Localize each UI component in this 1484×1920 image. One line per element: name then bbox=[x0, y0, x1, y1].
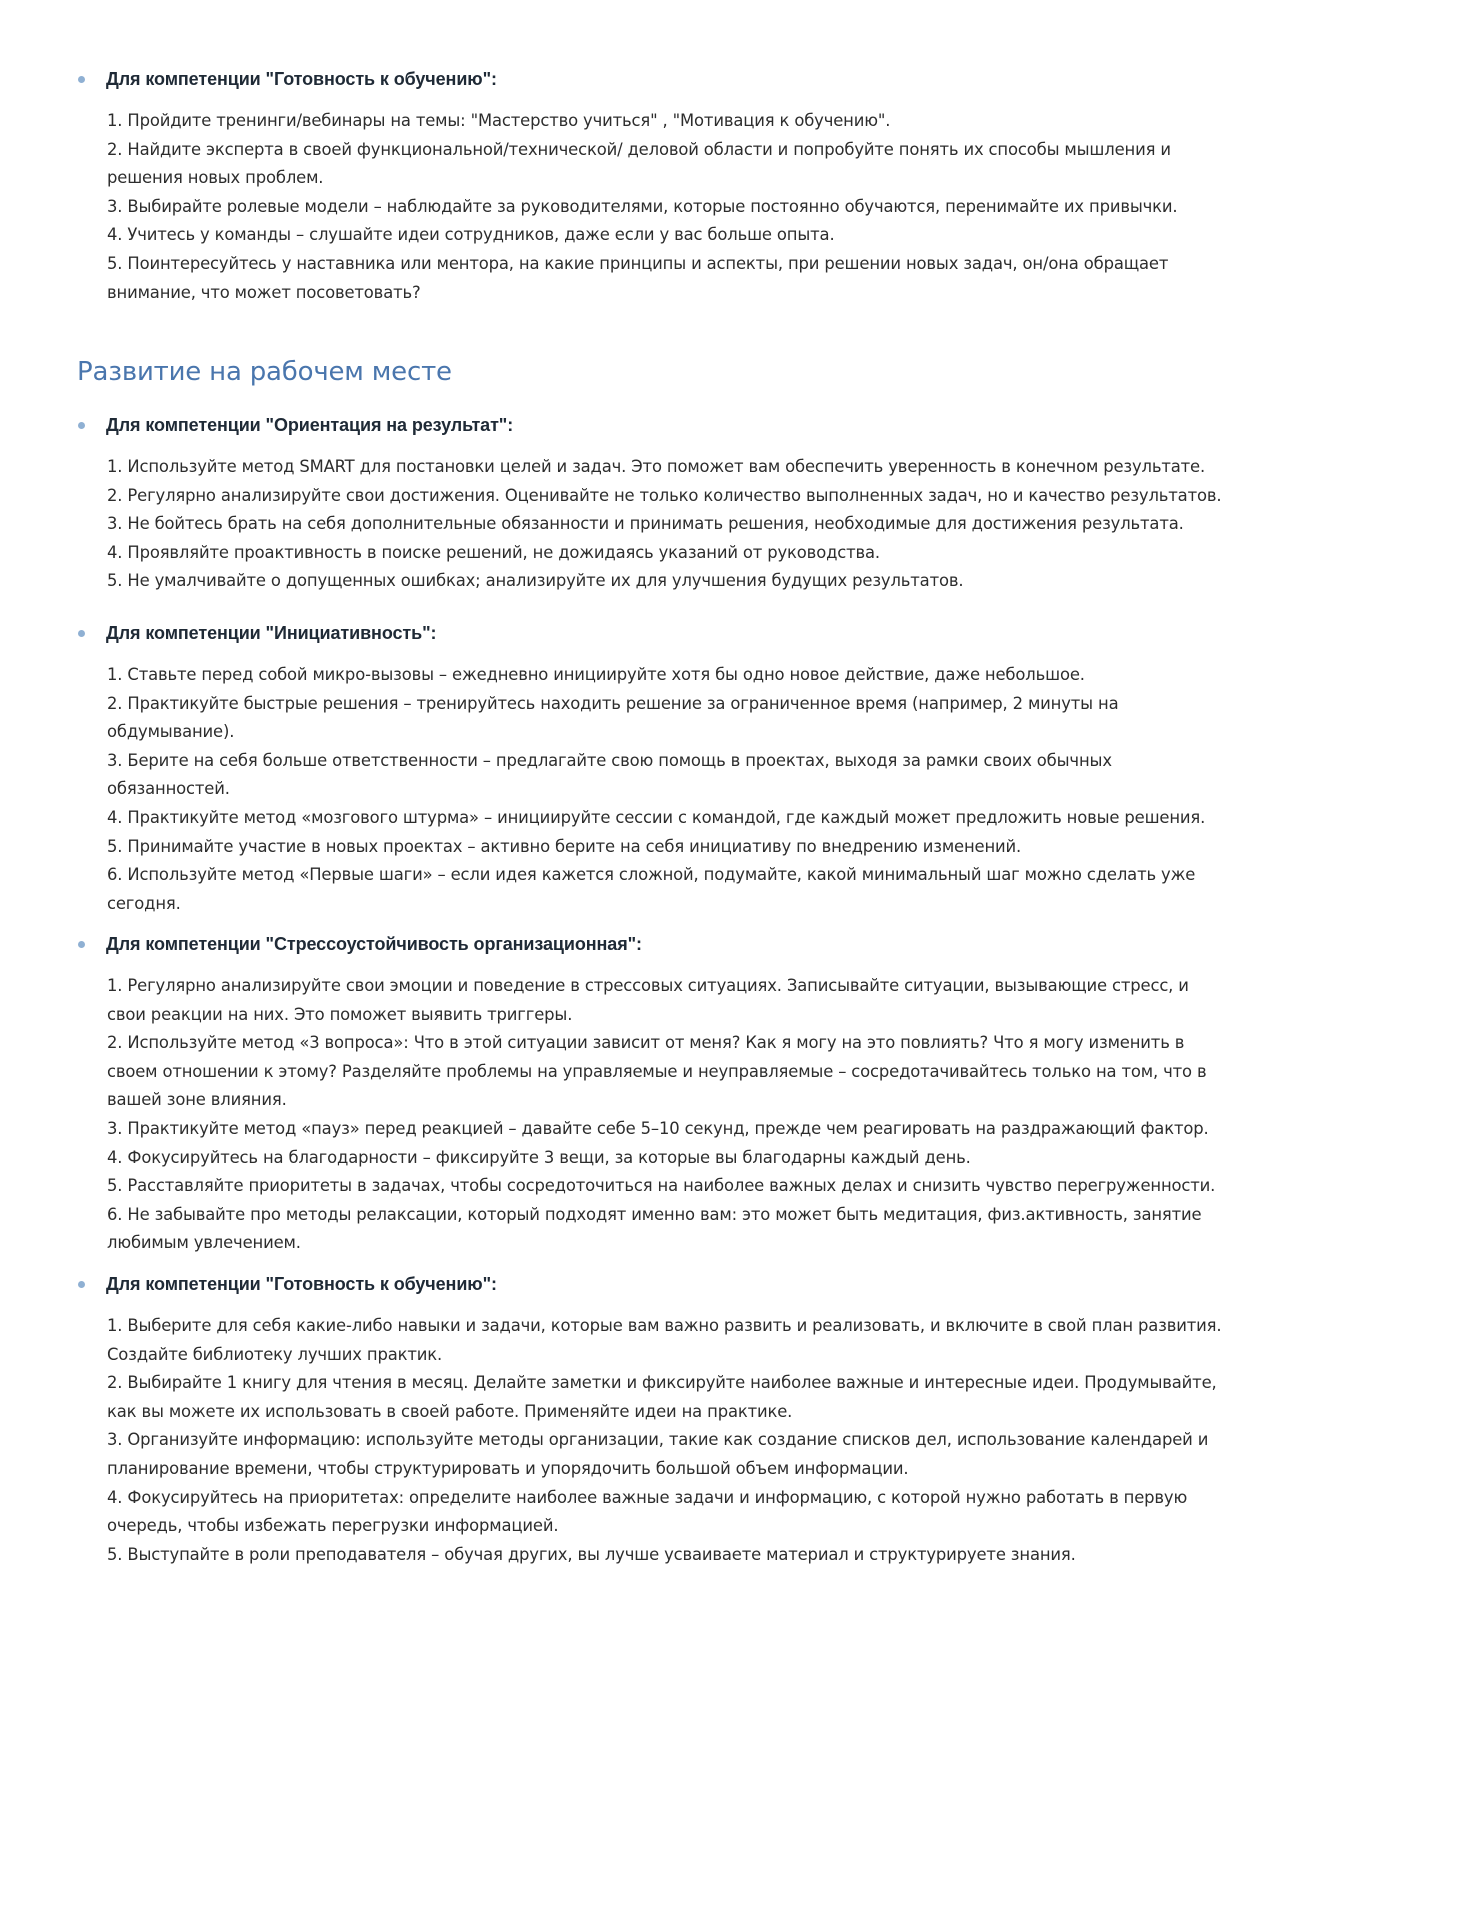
list-item: свои реакции на них. Это поможет выявить триггеры. bbox=[107, 1004, 573, 1024]
list-item: 3. Выбирайте ролевые модели – наблюдайте за руководителями, которые постоянно обучаются, перенимайте их привычки. bbox=[107, 196, 1178, 216]
recommendation-list-learning-2 bbox=[107, 1312, 1347, 1569]
list-item: как вы можете их использовать в своей работе. Применяйте идеи на практике. bbox=[107, 1401, 793, 1421]
competency-title-learning-1: Для компетенции "Готовность к обучению": bbox=[106, 69, 497, 89]
list-item: 1. Используйте метод SMART для постановки целей и задач. Это поможет вам обеспечить уверенность в конечном результате. bbox=[107, 457, 1206, 476]
competency-title-learning-2: Для компетенции "Готовность к обучению": bbox=[106, 1274, 497, 1294]
list-item: вашей зоне влияния. bbox=[107, 1090, 287, 1110]
list-item: 1. Регулярно анализируйте свои эмоции и поведение в стрессовых ситуациях. Записывайте ситуации, вызывающие стресс, и bbox=[107, 976, 1189, 995]
list-item: 3. Организуйте информацию: используйте методы организации, такие как создание списков дел, использование календарей и bbox=[107, 1430, 1209, 1450]
recommendation-list-initiative bbox=[107, 661, 1347, 918]
list-item: 6. Не забывайте про методы релаксации, который подходят именно вам: это может быть медитация, физ.активность, занятие bbox=[107, 1204, 1202, 1224]
list-item: очередь, чтобы избежать перегрузки информацией. bbox=[107, 1516, 559, 1536]
list-item: решения новых проблем. bbox=[107, 168, 324, 188]
list-item: 4. Проявляйте проактивность в поиске решений, не дожидаясь указаний от руководства. bbox=[107, 542, 880, 562]
list-item: 2. Выбирайте 1 книгу для чтения в месяц. Делайте заметки и фиксируйте наиболее важные и интересные идеи. Продумывайте, bbox=[107, 1373, 1217, 1393]
list-item: 3. Не бойтесь брать на себя дополнительные обязанности и принимать решения, необходимые для достижения результата. bbox=[107, 514, 1184, 534]
recommendation-list-result bbox=[107, 453, 1347, 596]
list-item: 1. Ставьте перед собой микро-вызовы – ежедневно инициируйте хотя бы одно новое действие, даже небольшое. bbox=[107, 665, 1085, 684]
list-item: 3. Берите на себя больше ответственности – предлагайте свою помощь в проектах, выходя за рамки своих обычных bbox=[107, 750, 1112, 770]
list-item: 4. Практикуйте метод «мозгового штурма» – инициируйте сессии с командой, где каждый может предложить новые решения. bbox=[107, 807, 1206, 827]
list-item: 4. Фокусируйтесь на благодарности – фиксируйте 3 вещи, за которые вы благодарны каждый день. bbox=[107, 1147, 971, 1167]
competency-title-result: Для компетенции "Ориентация на результат": bbox=[106, 415, 514, 435]
list-item: 1. Выберите для себя какие-либо навыки и задачи, которые вам важно развить и реализовать, и включите в свой план развития. bbox=[107, 1316, 1222, 1335]
list-item: 5. Принимайте участие в новых проектах – активно берите на себя инициативу по внедрению изменений. bbox=[107, 836, 1022, 856]
list-item: 5. Поинтересуйтесь у наставника или ментора, на какие принципы и аспекты, при решении новых задач, он/она обращает bbox=[107, 253, 1169, 273]
list-item: 2. Найдите эксперта в своей функциональной/технической/ деловой области и попробуйте понять их способы мышления и bbox=[107, 139, 1171, 159]
list-item: Создайте библиотеку лучших практик. bbox=[107, 1344, 443, 1364]
bullet-point bbox=[78, 941, 85, 948]
list-item: 5. Расставляйте приоритеты в задачах, чтобы сосредоточиться на наиболее важных делах и снизить чувство перегруженности. bbox=[107, 1176, 1216, 1196]
bullet-point bbox=[78, 422, 85, 429]
section-heading: Развитие на рабочем месте bbox=[77, 357, 452, 387]
list-item: обязанностей. bbox=[107, 779, 230, 799]
list-item: 1. Пройдите тренинги/вебинары на темы: "Мастерство учиться" , "Мотивация к обучению". bbox=[107, 111, 891, 130]
list-item: 5. Выступайте в роли преподавателя – обучая других, вы лучше усваиваете материал и структурируете знания. bbox=[107, 1544, 1076, 1564]
list-item: 4. Фокусируйтесь на приоритетах: определите наиболее важные задачи и информацию, с которой нужно работать в первую bbox=[107, 1487, 1188, 1507]
bullet-point bbox=[78, 630, 85, 637]
list-item: планирование времени, чтобы структурировать и упорядочить большой объем информации. bbox=[107, 1458, 909, 1478]
list-item: сегодня. bbox=[107, 893, 181, 913]
list-item: своем отношении к этому? Разделяйте проблемы на управляемые и неуправляемые – сосредотачивайтесь только на том, что в bbox=[107, 1061, 1207, 1081]
recommendation-list-learning-1 bbox=[107, 107, 1347, 307]
bullet-point bbox=[78, 1281, 85, 1288]
list-item: обдумывание). bbox=[107, 722, 235, 742]
list-item: 4. Учитесь у команды – слушайте идеи сотрудников, даже если у вас больше опыта. bbox=[107, 225, 835, 245]
list-item: 2. Практикуйте быстрые решения – тренируйтесь находить решение за ограниченное время (например, 2 минуты на bbox=[107, 693, 1119, 713]
list-item: 6. Используйте метод «Первые шаги» – если идея кажется сложной, подумайте, какой минимальный шаг можно сделать уже bbox=[107, 865, 1196, 885]
competency-title-initiative: Для компетенции "Инициативность": bbox=[106, 623, 437, 643]
list-item: любимым увлечением. bbox=[107, 1233, 301, 1253]
list-item: 2. Регулярно анализируйте свои достижения. Оценивайте не только количество выполненных задач, но и качество результатов. bbox=[107, 485, 1222, 505]
bullet-point bbox=[78, 76, 85, 83]
recommendation-list-stress bbox=[107, 972, 1347, 1258]
list-item: 3. Практикуйте метод «пауз» перед реакцией – давайте себе 5–10 секунд, прежде чем реагировать на раздражающий фактор. bbox=[107, 1118, 1209, 1138]
list-item: 5. Не умалчивайте о допущенных ошибках; анализируйте их для улучшения будущих результатов. bbox=[107, 571, 964, 591]
competency-title-stress: Для компетенции "Стрессоустойчивость организационная": bbox=[106, 934, 642, 954]
list-item: 2. Используйте метод «3 вопроса»: Что в этой ситуации зависит от меня? Как я могу на это повлиять? Что я могу изменить в bbox=[107, 1033, 1185, 1053]
list-item: внимание, что может посоветовать? bbox=[107, 282, 421, 302]
